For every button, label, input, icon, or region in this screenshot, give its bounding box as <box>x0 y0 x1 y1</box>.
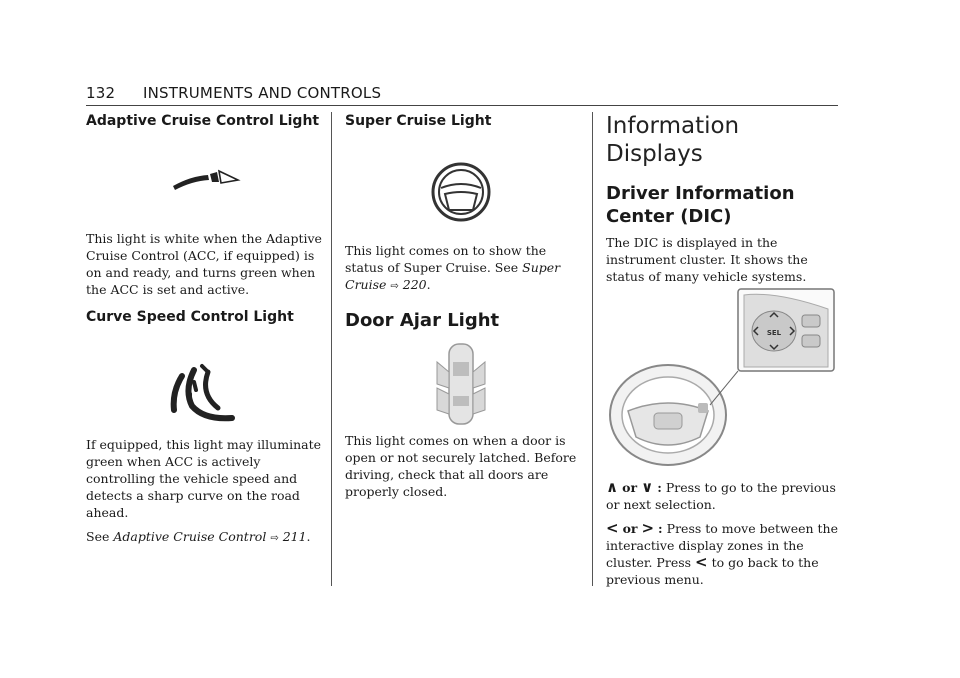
see-prefix: See <box>86 529 110 544</box>
page-reference-arrow-icon: ⇨ <box>390 281 399 292</box>
steering-wheel-controls-illustration <box>606 285 838 475</box>
door-ajar-car-icon <box>345 332 577 432</box>
page-reference-arrow-icon: ⇨ <box>270 533 279 544</box>
dic-heading: Driver Information Center (DIC) <box>606 183 795 227</box>
page-header <box>86 83 838 106</box>
up-down-control-description: ∧ or ∨ : Press to go to the previous or next selection. <box>606 478 836 512</box>
see-reference-acc: See Adaptive Cruise Control ⇨ 211. <box>86 529 311 544</box>
chevron-down-icon: ∨ <box>641 478 654 496</box>
sel-button-label: SEL <box>766 329 782 337</box>
super-cruise-heading: Super Cruise Light <box>345 113 492 129</box>
chevron-left-icon: < <box>606 519 619 537</box>
chevron-up-icon: ∧ <box>606 478 619 496</box>
column-left <box>86 112 322 547</box>
column-divider <box>331 112 332 586</box>
information-displays-heading: Information Displays <box>606 113 740 167</box>
super-cruise-steering-wheel-icon <box>345 130 577 242</box>
section-title: INSTRUMENTS AND CONTROLS <box>143 84 382 102</box>
column-divider <box>592 112 593 586</box>
page-number: 132 <box>86 84 116 102</box>
reference-link-super-cruise[interactable]: Super Cruise <box>345 260 561 292</box>
acc-light-description: This light is white when the Adaptive Cruise Control (ACC, if equipped) is on and ready, and turns green when the ACC is set and active. <box>86 231 322 297</box>
curve-speed-heading: Curve Speed Control Light <box>86 309 294 325</box>
door-ajar-description: This light comes on when a door is open or not securely latched. Before driving, check that all doors are properly closed. <box>345 433 577 499</box>
curve-speed-control-icon <box>86 326 322 436</box>
super-cruise-description: This light comes on to show the status of Super Cruise. See Super Cruise ⇨ 220. <box>345 243 561 292</box>
curve-speed-description: If equipped, this light may illuminate green when ACC is actively controlling the vehicle speed and detects a sharp curve on the road ahead. <box>86 437 321 520</box>
reference-link-adaptive-cruise-control[interactable]: Adaptive Cruise Control <box>113 529 267 544</box>
acc-light-heading: Adaptive Cruise Control Light <box>86 113 320 129</box>
reference-page-number[interactable]: 220 <box>402 277 427 292</box>
column-right <box>606 112 838 588</box>
chevron-right-icon: > <box>641 519 655 537</box>
door-ajar-heading: Door Ajar Light <box>345 310 500 331</box>
acc-light-icon <box>86 130 322 230</box>
column-middle <box>345 112 577 500</box>
dic-description: The DIC is displayed in the instrument cluster. It shows the status of many vehicle systems. <box>606 235 808 284</box>
left-right-control-description: < or > : Press to move between the interactive display zones in the cluster. Press < to go back to the previous menu. <box>606 519 838 587</box>
reference-page-number[interactable]: 211 <box>282 529 307 544</box>
chevron-left-icon: < <box>695 553 708 571</box>
